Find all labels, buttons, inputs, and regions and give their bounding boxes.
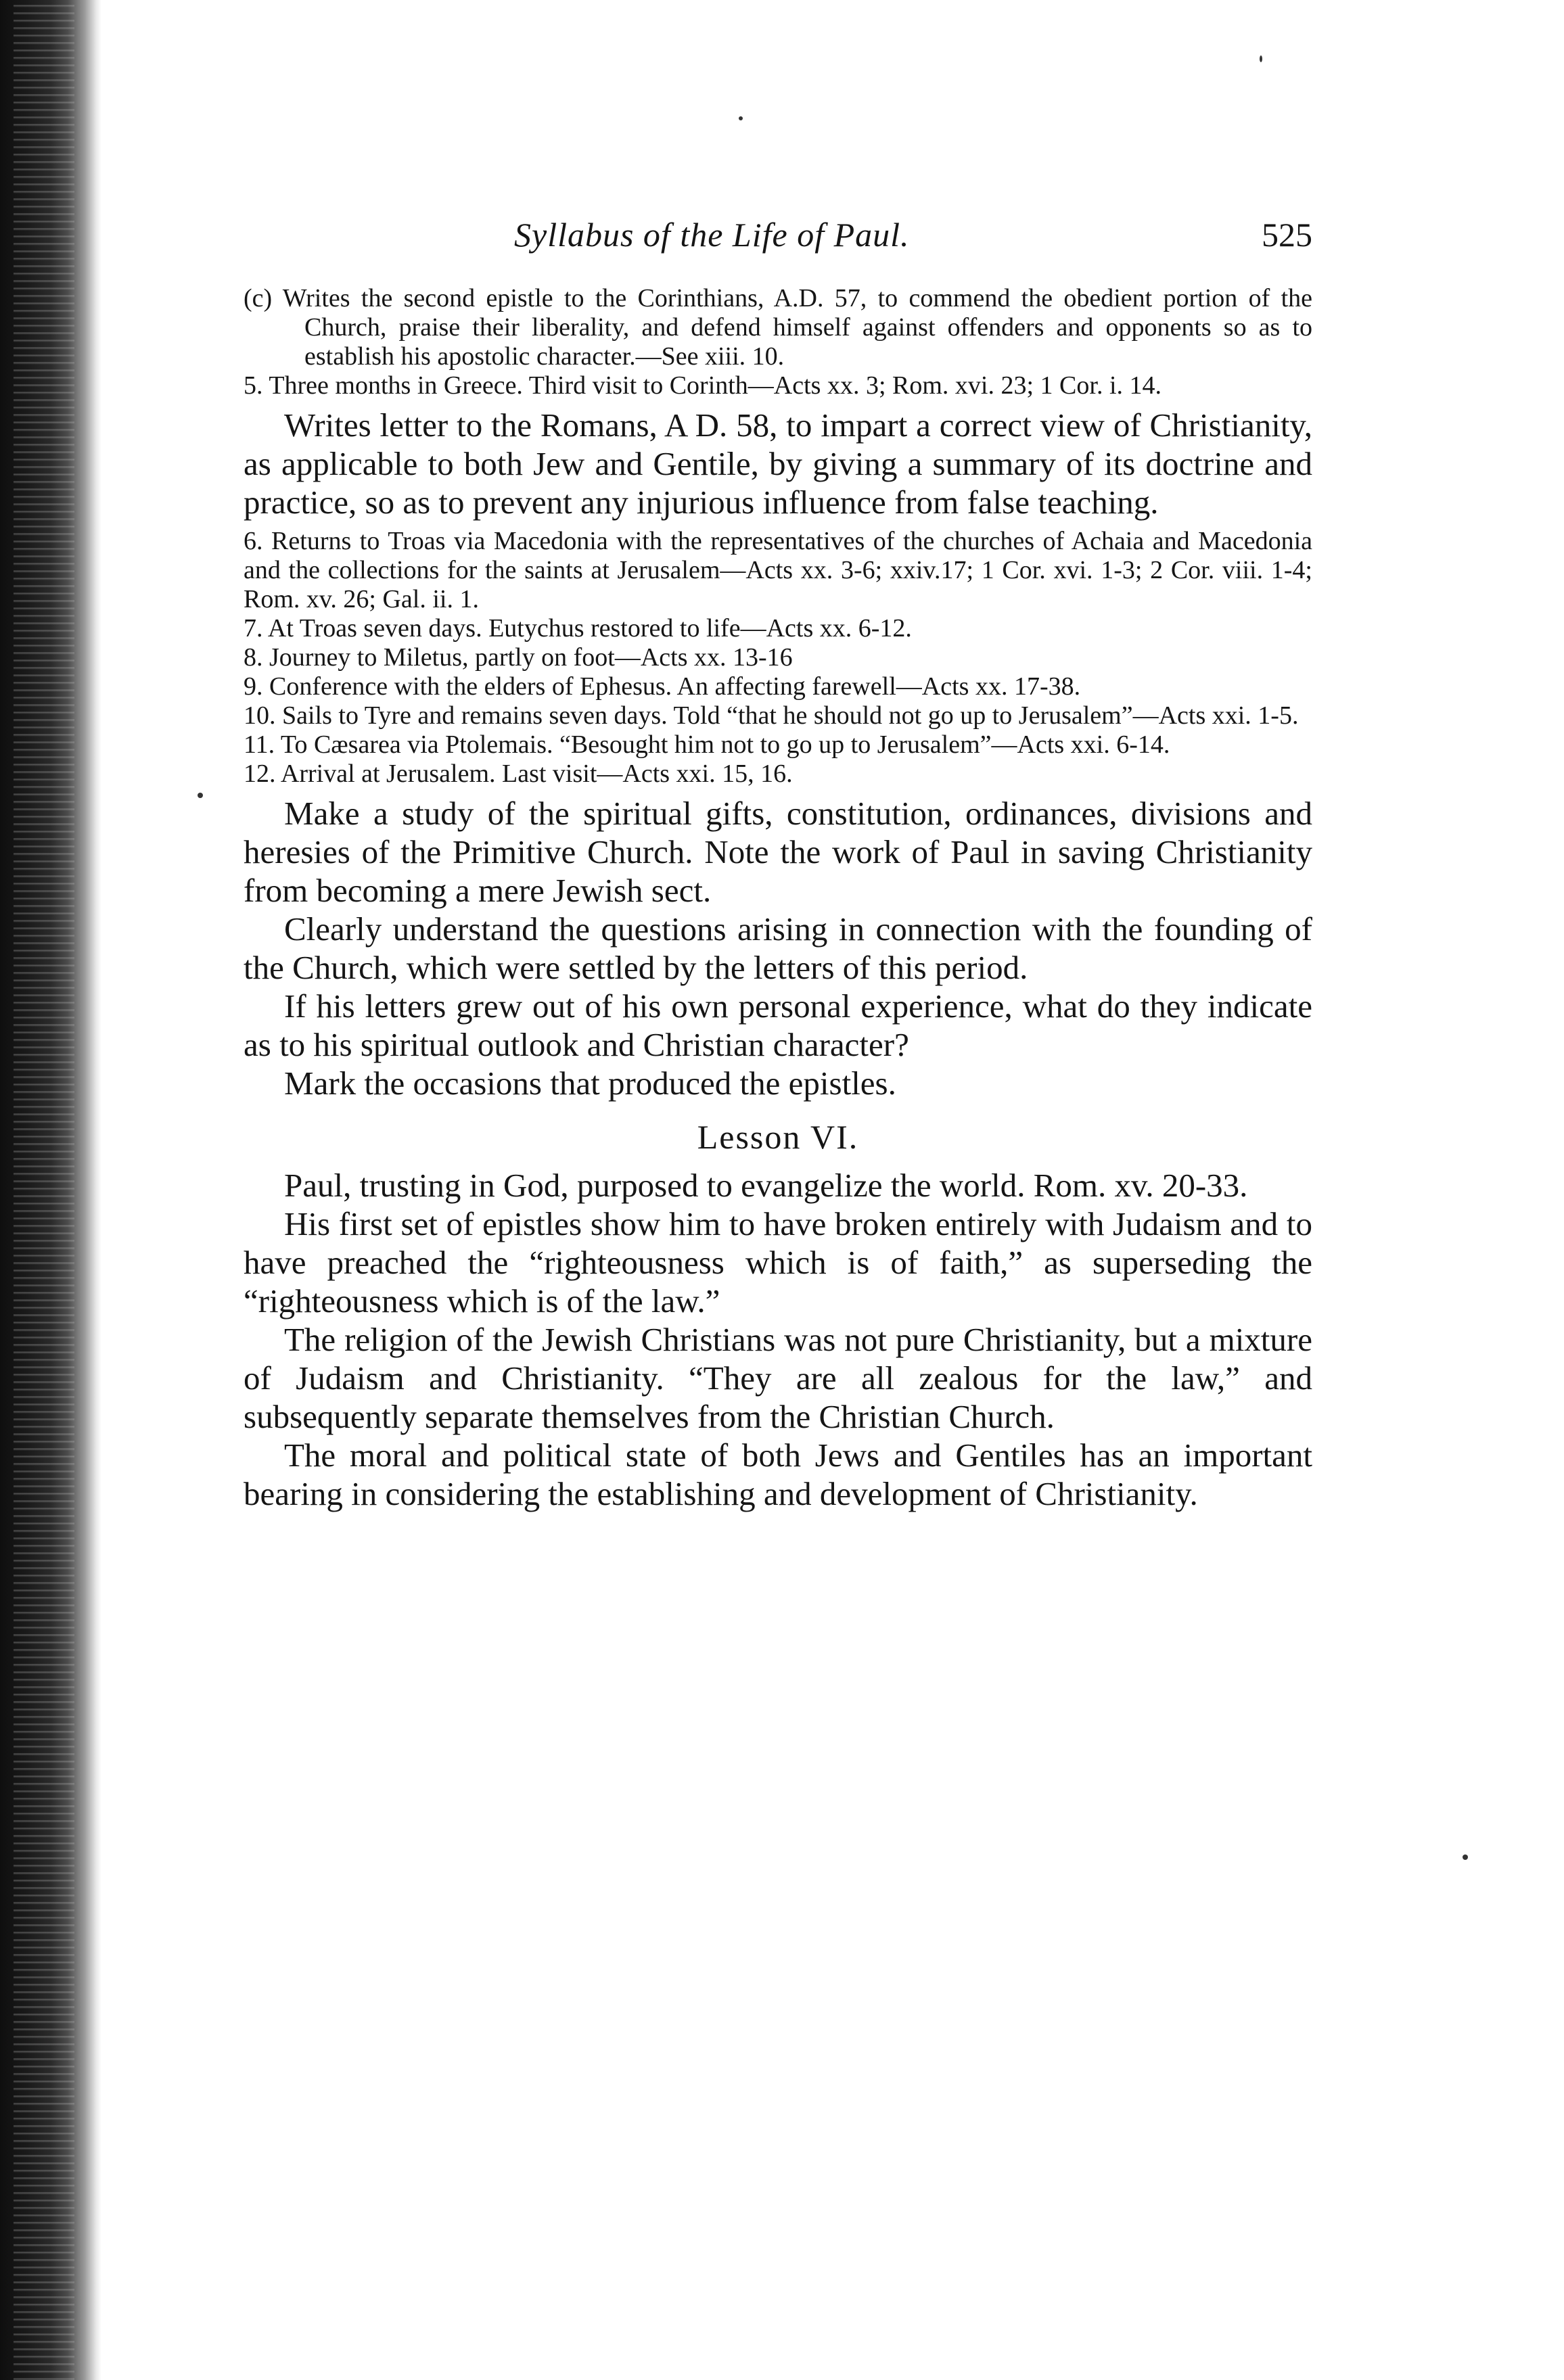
- list-item: 9. Conference with the elders of Ephesus. An affecting farewell—Acts xx. 17-38.: [244, 672, 1081, 701]
- page-body: [244, 284, 1312, 1513]
- list-item: 10. Sails to Tyre and remains seven days. Told “that he should not go up to Jerusalem”—Acts xxi. 1-5.: [244, 701, 1299, 730]
- study-paragraph: If his letters grew out of his own personal experience, what do they indicate as to his spiritual outlook and Christian character?: [244, 987, 1312, 1063]
- list-item: 11. To Cæsarea via Ptolemais. “Besought him not to go up to Jerusalem”—Acts xxi. 6-14.: [244, 730, 1170, 759]
- lesson-paragraph: His first set of epistles show him to have broken entirely with Judaism and to have preached the “righteousness which is of faith,” as superseding the “righteousness which is of the law.”: [244, 1205, 1312, 1320]
- list-item: 7. At Troas seven days. Eutychus restored to life—Acts xx. 6-12.: [244, 614, 912, 643]
- list-item: 12. Arrival at Jerusalem. Last visit—Acts xxi. 15, 16.: [244, 760, 793, 788]
- print-speck: [739, 116, 743, 120]
- study-paragraph: Mark the occasions that produced the epistles.: [284, 1065, 896, 1102]
- print-speck: [1260, 55, 1262, 62]
- list-item-6: 6. Returns to Troas via Macedonia with the representatives of the churches of Achaia and Macedonia and the collections for the saints at Jerusalem—Acts xx. 3-6; xxiv.17; 1 Cor. xvi. 1-3; 2 Cor. viii. 1-4; Rom. xv. 26; Gal. ii. 1.: [244, 527, 1312, 613]
- list-item: 8. Journey to Miletus, partly on foot—Acts xx. 13-16: [244, 643, 793, 672]
- study-paragraph: Clearly understand the questions arising in connection with the founding of the Church, which were settled by the letters of this period.: [244, 910, 1312, 986]
- print-speck: [198, 793, 203, 798]
- print-speck: [1463, 1854, 1468, 1860]
- book-binding-edge: [0, 0, 101, 2380]
- lesson-paragraph: The religion of the Jewish Christians was not pure Christianity, but a mixture of Judaism and Christianity. “They are all zealous for the law,” and subsequently separate themselves from the Christian Church.: [244, 1321, 1312, 1435]
- list-item-5: 5. Three months in Greece. Third visit to Corinth—Acts xx. 3; Rom. xvi. 23; 1 Cor. i. 14.: [244, 371, 1162, 400]
- lesson-paragraph: The moral and political state of both Jews and Gentiles has an important bearing in considering the establishing and development of Christianity.: [244, 1437, 1312, 1512]
- lesson-heading: Lesson VI.: [697, 1118, 859, 1156]
- sub-item-c: (c) Writes the second epistle to the Corinthians, A.D. 57, to commend the obedient portion of the Church, praise their liberality, and defend himself against offenders and opponents so as to establish his apostolic character.—See xiii. 10.: [244, 284, 1312, 371]
- page-number: 525: [1262, 216, 1312, 254]
- running-title: Syllabus of the Life of Paul.: [514, 216, 910, 254]
- page-header: [244, 215, 1312, 269]
- study-paragraph: Make a study of the spiritual gifts, constitution, ordinances, divisions and heresies of the Primitive Church. Note the work of Paul in saving Christianity from becoming a mere Jewish sect.: [244, 795, 1312, 909]
- romans-paragraph: Writes letter to the Romans, A D. 58, to impart a correct view of Christianity, as applicable to both Jew and Gentile, by giving a summary of its doctrine and practice, so as to prevent any injurious influence from false teaching.: [244, 406, 1312, 521]
- lesson-paragraph: Paul, trusting in God, purposed to evangelize the world. Rom. xv. 20-33.: [284, 1167, 1248, 1204]
